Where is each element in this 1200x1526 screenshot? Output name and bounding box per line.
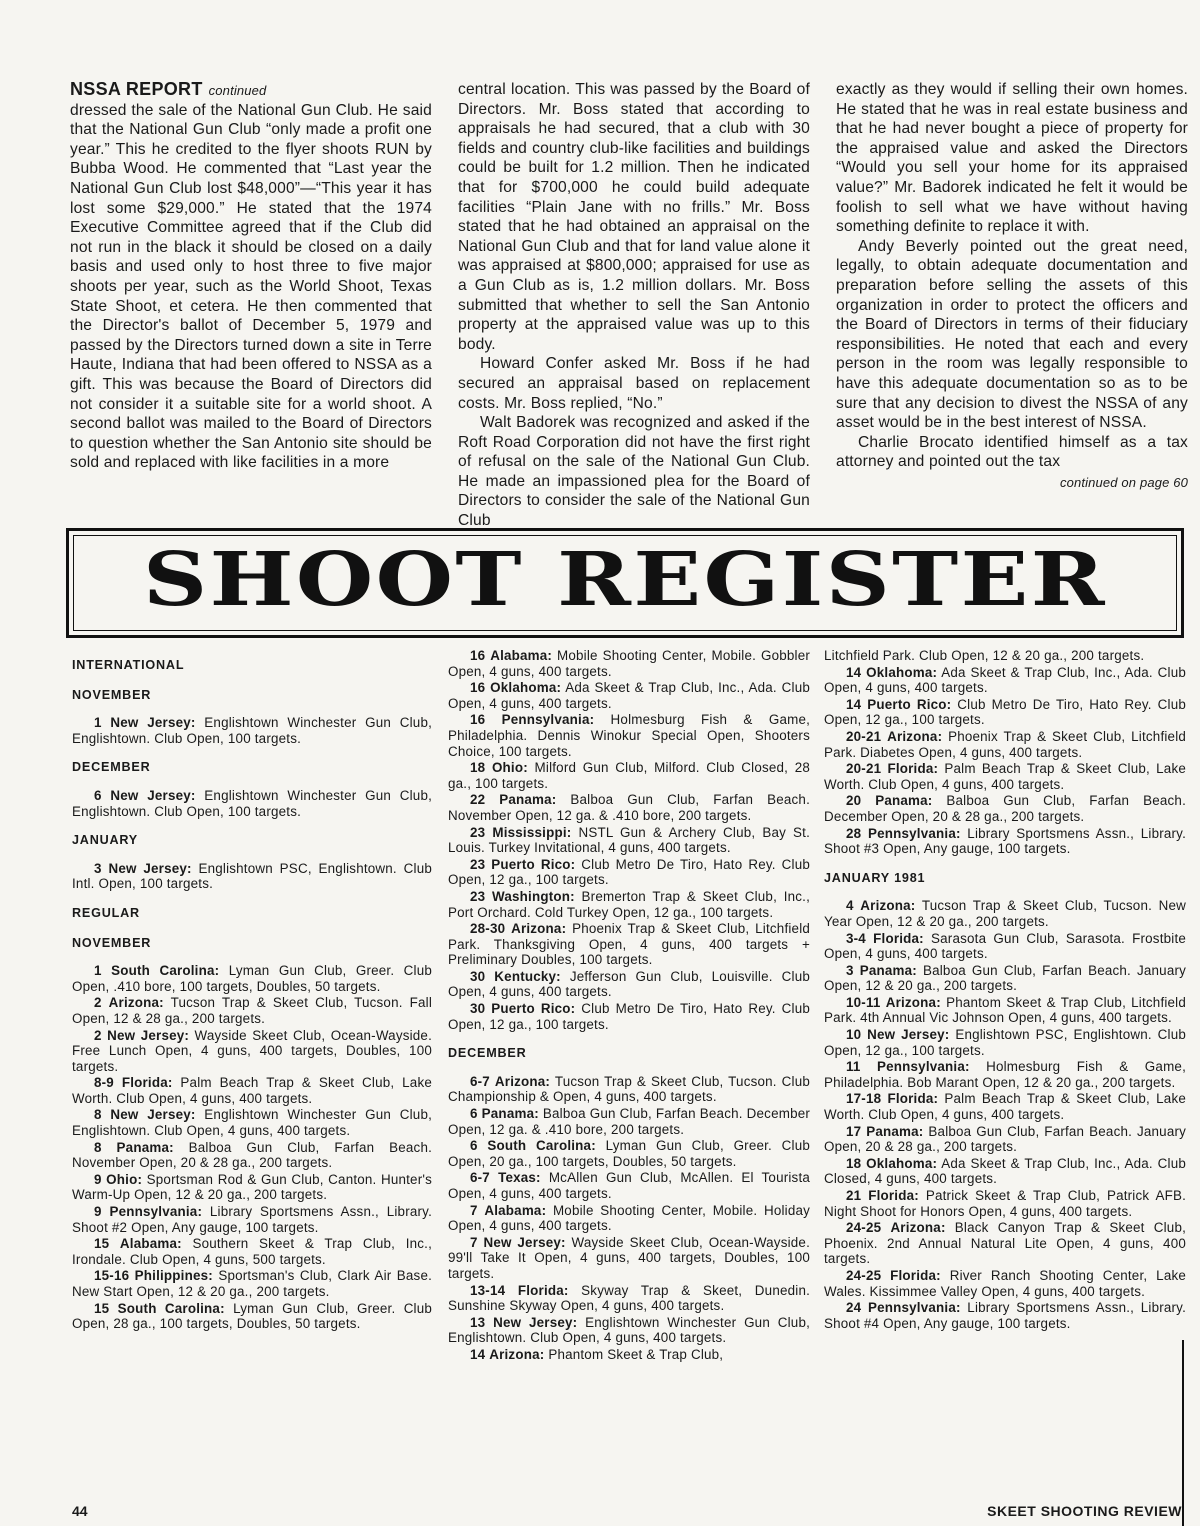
entry-date-state: 6 [470, 1106, 478, 1122]
entry-date-state: 2 [94, 1027, 102, 1043]
entry-date-state: 6-7 [470, 1073, 490, 1089]
entry-date-state: 21 [846, 1188, 862, 1203]
register-list [448, 648, 810, 1032]
entry-date-state: 3-4 [846, 930, 866, 946]
entry-text: Library Sportsmens Assn., Library. Shoot #2 Open, Any gauge, 100 targets. [72, 1204, 432, 1235]
entry-state: Puerto Rico: [491, 856, 576, 872]
entry-state: Pennsylvania: [877, 1059, 970, 1075]
shoot-register [72, 648, 1186, 1478]
entry-date-state: 23 [470, 824, 486, 840]
entry-state: Alabama: [490, 648, 553, 663]
edge-rule [1182, 1340, 1184, 1526]
entry-state: Arizona: [860, 898, 916, 914]
entry-state: New Jersey: [110, 715, 196, 731]
entry-state: Texas: [498, 1170, 541, 1186]
register-entry [72, 1301, 432, 1332]
register-entry [72, 861, 432, 892]
entry-text: Balboa Gun Club, Farfan Beach. December Open, 12 ga. & .410 bore, 200 targets. [448, 1106, 811, 1137]
entry-text: Palm Beach Trap & Skeet Club, Lake Worth. Club Open, 4 guns, 400 targets. [824, 1091, 1186, 1123]
continued-on-page: continued on page 60 [1059, 474, 1188, 490]
entry-date-state: 2 [94, 995, 102, 1011]
register-entry [72, 1268, 432, 1299]
register-entry [72, 1204, 432, 1235]
entry-text: Englishtown Winchester Gun Club, Englishtown. Club Open, 100 targets. [72, 787, 433, 819]
entry-text: Balboa Gun Club, Farfan Beach. November Open, 20 & 28 ga., 200 targets. [72, 1139, 433, 1171]
entry-text: Bremerton Trap & Skeet Club, Inc., Port Orchard. Cold Turkey Open, 12 ga., 100 targets. [448, 888, 811, 920]
entry-state: Arizona: [108, 995, 164, 1011]
entry-text: NSTL Gun & Archery Club, Bay St. Louis. Turkey Invitational, 4 guns, 400 targets. [448, 824, 811, 856]
entry-text: Mobile Shooting Center, Mobile. Holiday Open, 4 guns, 400 targets. [448, 1202, 811, 1234]
section-heading-regular: REGULAR [72, 905, 140, 920]
entry-date-state: 18 [846, 1155, 862, 1171]
register-entry [72, 963, 432, 994]
entry-state: South Carolina: [111, 963, 220, 979]
month-heading: JANUARY [72, 833, 139, 848]
register-entry [824, 697, 1186, 728]
register-entry [824, 995, 1186, 1026]
entry-date-state: 6 [470, 1138, 478, 1154]
entry-state: Pennsylvania: [501, 712, 595, 728]
entry-state: Panama: [499, 792, 557, 808]
entry-state: Arizona: [511, 921, 567, 937]
month-heading: DECEMBER [448, 1046, 527, 1061]
register-entry [824, 665, 1186, 696]
entry-state: New Jersey: [493, 1314, 578, 1330]
entry-state: Arizona: [885, 994, 941, 1010]
register-entry [72, 1075, 432, 1106]
entry-date-state: 11 [846, 1059, 861, 1075]
entry-text: Club Metro De Tiro, Hato Rey. Club Open, 12 ga., 100 targets. [824, 696, 1186, 728]
entry-state: Arizona: [887, 728, 943, 744]
month-heading: DECEMBER [72, 760, 151, 775]
entry-date-state: 4 [846, 898, 854, 914]
report-heading-line [70, 80, 432, 101]
entry-state: Puerto Rico: [491, 1001, 576, 1017]
entry-state: Arizona: [489, 1346, 545, 1362]
entry-text: Phoenix Trap & Skeet Club, Litchfield Park. Thanksgiving Open, 4 guns, 400 targets + Preliminary Doubles, 100 targets. [448, 921, 811, 968]
register-entry [824, 761, 1186, 792]
entry-date-state: 8-9 [94, 1075, 114, 1091]
entry-text: Library Sportsmens Assn., Library. Shoot #4 Open, Any gauge, 100 targets. [824, 1300, 1187, 1331]
entry-state: South Carolina: [487, 1138, 596, 1154]
entry-date-state: 20-21 [846, 761, 882, 777]
entry-text: Balboa Gun Club, Farfan Beach. December Open, 20 & 28 ga., 200 targets. [824, 793, 1186, 824]
entry-text: Lyman Gun Club, Greer. Club Open, .410 bore, 100 targets, Doubles, 50 targets. [72, 963, 433, 994]
entry-text: Phantom Skeet & Trap Club, Litchfield Park. 4th Annual Vic Johnson Open, 4 guns, 400 targets. [824, 994, 1187, 1026]
entry-date-state: 17-18 [846, 1091, 882, 1107]
entry-state: Pennsylvania: [867, 825, 961, 841]
entry-state: Florida: [890, 1267, 941, 1283]
entry-state: Oklahoma: [490, 680, 562, 696]
entry-state: Arizona: [494, 1073, 551, 1089]
register-entry [448, 825, 810, 856]
register-entry [448, 1203, 810, 1234]
entry-state: Oklahoma: [866, 664, 938, 680]
entry-date-state: 16 [470, 712, 486, 728]
entry-state: Puerto Rico: [867, 696, 952, 712]
entry-state: New Jersey: [483, 1234, 566, 1250]
entry-text: River Ranch Shooting Center, Lake Wales. Kissimmee Valley Open, 4 guns, 400 targets. [824, 1267, 1187, 1299]
entry-text: Balboa Gun Club, Farfan Beach. January Open, 12 & 20 ga., 200 targets. [824, 962, 1187, 994]
entry-text: Wayside Skeet Club, Ocean-Wayside. 99'll Take It Open, 4 guns, 400 targets, Doubles, 100 targets. [448, 1234, 810, 1281]
entry-state: Pennsylvania: [109, 1204, 203, 1220]
entry-date-state: 9 [94, 1204, 102, 1220]
register-entry [824, 963, 1186, 994]
entry-state: New Jersey: [867, 1027, 950, 1043]
register-entry [824, 1188, 1186, 1219]
entry-date-state: 8 [94, 1107, 102, 1123]
register-entry [824, 1059, 1186, 1090]
entry-date-state: 3 [846, 962, 854, 978]
entry-date-state: 15-16 [94, 1268, 130, 1284]
register-list [72, 715, 432, 746]
entry-state: Florida: [887, 1091, 939, 1107]
entry-text: Ada Skeet & Trap Club, Inc., Ada. Club Open, 4 guns, 400 targets. [448, 680, 811, 711]
entry-date-state: 15 [94, 1236, 110, 1252]
register-column-2 [448, 648, 810, 1364]
entry-date-state: 14 [846, 696, 862, 712]
register-entry [448, 1315, 810, 1346]
page-number: 44 [72, 1503, 88, 1519]
entry-text: Mobile Shooting Center, Mobile. Gobbler Open, 4 guns, 400 targets. [448, 648, 810, 679]
nssa-report [70, 79, 1188, 530]
entry-date-state: 24-25 [846, 1220, 882, 1236]
entry-text: Englishtown Winchester Gun Club, Englishtown. Club Open, 4 guns, 400 targets. [72, 1107, 433, 1139]
register-entry [448, 1138, 810, 1169]
register-entry [448, 969, 810, 1000]
entry-text: Library Sportsmens Assn., Library. Shoot #3 Open, Any gauge, 100 targets. [824, 825, 1187, 857]
entry-text: Patrick Skeet & Trap Club, Patrick AFB. Night Shoot for Honors Open, 4 guns, 400 targets. [824, 1188, 1187, 1219]
register-entry [824, 898, 1186, 929]
entry-state: Philippines: [134, 1268, 213, 1284]
report-paragraph: Howard Confer asked Mr. Boss if he had secured an appraisal based on replacement costs. Mr. Boss replied, “No.” [458, 355, 810, 412]
entry-date-state: 23 [470, 888, 486, 904]
entry-date-state: 16 [470, 648, 486, 663]
register-entry [824, 1220, 1186, 1267]
entry-date-state: 1 [94, 963, 102, 979]
entry-state: Florida: [868, 1188, 919, 1203]
register-entry [824, 931, 1186, 962]
entry-state: Florida: [517, 1282, 569, 1298]
entry-state: New Jersey: [107, 1027, 190, 1043]
entry-state: Alabama: [119, 1236, 182, 1252]
register-entry [448, 760, 810, 791]
entry-text: Ada Skeet & Trap Club, Inc., Ada. Club Closed, 4 guns, 400 targets. [824, 1155, 1187, 1187]
entry-date-state: 6 [94, 787, 102, 803]
entry-date-state: 22 [470, 792, 486, 808]
report-paragraph: central location. This was passed by the Board of Directors. Mr. Boss stated that according to appraisals he had secured, that a club with 30 fields and country club-like facilities and buildings could be built for 1.2 million. Then he indicated that for $700,000 he could build adequate facilities “Plain Jane with no frills.” Mr. Boss stated that he had obtained an appraisal on the National Gun Club and that for land value alone it was appraised at $800,000; appraised for use as a Gun Club as is, 1.2 million dollars. Mr. Boss submitted that whether to sell the San Antonio property at the appraised value was up to this body. [458, 81, 810, 353]
entry-date-state: 23 [470, 856, 486, 872]
entry-state: Kentucky: [494, 968, 561, 984]
entry-text: Tucson Trap & Skeet Club, Tucson. Club Championship & Open, 4 guns, 400 targets. [448, 1073, 810, 1105]
entry-text: Holmesburg Fish & Game, Philadelphia. Bob Marant Open, 12 & 20 ga., 200 targets. [824, 1059, 1186, 1090]
register-list [72, 788, 432, 819]
entry-date-state: 14 [470, 1346, 486, 1362]
register-entry [824, 1300, 1186, 1331]
register-entry [824, 1156, 1186, 1187]
entry-state: Ohio: [106, 1171, 143, 1187]
register-entry [72, 1028, 432, 1075]
entry-text: Englishtown Winchester Gun Club, Englishtown. Club Open, 4 guns, 400 targets. [448, 1314, 811, 1346]
entry-state: Pennsylvania: [867, 1300, 961, 1316]
entry-state: Washington: [492, 888, 575, 904]
entry-date-state: 8 [94, 1139, 102, 1155]
entry-date-state: 17 [846, 1123, 862, 1139]
entry-state: Florida: [873, 930, 924, 946]
register-entry [448, 1001, 810, 1032]
entry-text: Palm Beach Trap & Skeet Club, Lake Worth. Club Open, 4 guns, 400 targets. [72, 1075, 432, 1106]
entry-date-state: 3 [94, 860, 102, 876]
entry-state: South Carolina: [117, 1300, 225, 1316]
month-heading: NOVEMBER [72, 687, 152, 702]
entry-date-state: 6-7 [470, 1170, 490, 1186]
entry-date-state: 28 [846, 825, 862, 841]
entry-text: Balboa Gun Club, Farfan Beach. November Open, 12 ga. & .410 bore, 200 targets. [448, 792, 810, 823]
entry-state: Panama: [481, 1106, 539, 1122]
entry-text: Milford Gun Club, Milford. Club Closed, 28 ga., 100 targets. [448, 760, 811, 791]
register-list [72, 861, 432, 892]
register-entry [448, 1106, 810, 1137]
register-entry [824, 793, 1186, 824]
entry-text: Phantom Skeet & Trap Club, [548, 1346, 724, 1362]
register-entry [824, 1091, 1186, 1122]
register-entry [72, 1236, 432, 1267]
register-entry [72, 715, 432, 746]
register-entry [448, 712, 810, 759]
entry-state: Panama: [875, 793, 933, 809]
report-column-2 [458, 80, 810, 531]
entry-text: Balboa Gun Club, Farfan Beach. January Open, 20 & 28 ga., 200 targets. [824, 1123, 1187, 1155]
entry-date-state: 24-25 [846, 1267, 882, 1283]
entry-date-state: 13-14 [470, 1282, 506, 1298]
entry-state: Florida: [121, 1075, 173, 1091]
register-entry [448, 857, 810, 888]
entry-text: Phoenix Trap & Skeet Club, Litchfield Park. Diabetes Open, 4 guns, 400 targets. [824, 728, 1187, 760]
entry-text: Southern Skeet & Trap Club, Inc., Irondale. Club Open, 4 guns, 500 targets. [72, 1236, 432, 1267]
entry-date-state: 24 [846, 1300, 862, 1316]
entry-date-state: 15 [94, 1300, 110, 1316]
entry-state: Florida: [887, 761, 939, 777]
register-entry [72, 788, 432, 819]
entry-date-state: 16 [470, 680, 486, 696]
entry-text: McAllen Gun Club, McAllen. El Tourista Open, 4 guns, 400 targets. [448, 1170, 811, 1201]
register-entry [824, 1268, 1186, 1299]
entry-text: Skyway Trap & Skeet, Dunedin. Sunshine Skyway Open, 4 guns, 400 targets. [448, 1282, 811, 1314]
register-entry [72, 1172, 432, 1203]
register-entry [824, 729, 1186, 760]
entry-text: Club Metro De Tiro, Hato Rey. Club Open, 12 ga., 100 targets. [448, 1001, 810, 1032]
register-entry [72, 1107, 432, 1138]
entry-state: Ohio: [491, 760, 528, 776]
entry-text: Englishtown Winchester Gun Club, Englishtown. Club Open, 100 targets. [72, 715, 433, 746]
entry-date-state: 13 [470, 1314, 486, 1330]
entry-text: Club Metro De Tiro, Hato Rey. Club Open, 12 ga., 100 targets. [448, 856, 810, 888]
entry-state: Arizona: [890, 1220, 946, 1236]
entry-text: Black Canyon Trap & Skeet Club, Phoenix. 2nd Annual Natural Lite Open, 4 guns, 400 targets. [824, 1220, 1187, 1267]
entry-text: Sportsman's Club, Clark Air Base. New Start Open, 12 & 20 ga., 200 targets. [72, 1268, 433, 1299]
entry-date-state: 18 [470, 760, 486, 776]
report-heading: NSSA REPORT [70, 79, 203, 99]
entry-state: Oklahoma: [866, 1155, 938, 1171]
register-entry [448, 648, 810, 679]
report-column-1 [70, 80, 432, 473]
report-paragraph: dressed the sale of the National Gun Club. He said that the National Gun Club “only made a profit one year.” This he credited to the flyer shoots RUN by Bubba Wood. He commented that “Last year the National Gun Club lost $48,000”—“This year it has lost some $29,000.” He stated that the 1974 Executive Committee agreed that if the Club did not run in the black it should be closed on a daily basis and used only to host three to five major shoots per year, such as the World Shoot, Texas State Shoot, et cetera. He then commented that the Director's ballot of December 5, 1979 and passed by the Directors turned down a site in Terre Haute, Indiana that had been offered to NSSA as a gift. This was because the Board of Directors did not consider it a suitable site for a world shoot. A second ballot was mailed to the Board of Directors to question whether the San Antonio site should be sold and replaced with like facilities in a more [70, 101, 432, 472]
register-list [824, 648, 1186, 857]
magazine-name: SKEET SHOOTING REVIEW [987, 1503, 1182, 1519]
register-entry [824, 1027, 1186, 1058]
entry-date-state: 1 [94, 715, 102, 731]
report-paragraph: exactly as they would if selling their own homes. He stated that he was in real estate business and that he had never bought a piece of property for the appraised value and asked the Directors “Would you sell your home for its appraised value?” Mr. Badorek indicated he felt it would be foolish to sell what we have without having something definite to replace it with. [836, 81, 1188, 236]
entry-state: Panama: [859, 962, 917, 978]
entry-state: Alabama: [484, 1202, 547, 1218]
section-heading-international: INTERNATIONAL [72, 658, 185, 672]
register-entry [824, 1124, 1186, 1155]
register-entry [72, 995, 432, 1026]
report-paragraph: Charlie Brocato identified himself as a tax attorney and pointed out the tax [836, 433, 1188, 471]
entry-text: Tucson Trap & Skeet Club, Tucson. New Year Open, 12 & 20 ga., 200 targets. [824, 898, 1187, 929]
entry-text: Englishtown PSC, Englishtown. Club Intl. Open, 100 targets. [72, 860, 432, 892]
register-list [448, 1074, 810, 1363]
entry-text: Sarasota Gun Club, Sarasota. Frostbite Open, 4 guns, 400 targets. [824, 930, 1187, 962]
register-entry [448, 921, 810, 968]
entry-date-state: 20 [846, 793, 862, 809]
register-entry [448, 1235, 810, 1282]
entry-date-state: 28-30 [470, 921, 506, 937]
entry-state: New Jersey: [110, 787, 196, 803]
entry-text: Litchfield Park. Club Open, 12 & 20 ga., 200 targets. [824, 648, 1145, 663]
report-continued-label: continued [208, 83, 267, 98]
entry-date-state: 9 [94, 1171, 102, 1187]
entry-text: Lyman Gun Club, Greer. Club Open, 20 ga., 100 targets, Doubles, 50 targets. [448, 1138, 811, 1169]
register-entry [448, 680, 810, 711]
entry-text: Lyman Gun Club, Greer. Club Open, 28 ga., 100 targets, Doubles, 50 targets. [72, 1300, 433, 1332]
register-column-1 [72, 658, 432, 1333]
entry-text: Jefferson Gun Club, Louisville. Club Open, 4 guns, 400 targets. [448, 968, 810, 1000]
entry-text: Wayside Skeet Club, Ocean-Wayside. Free Lunch Open, 4 guns, 400 targets, Doubles, 100 targets. [72, 1027, 433, 1074]
shoot-register-banner [66, 528, 1184, 638]
report-paragraph: Walt Badorek was recognized and asked if the Roft Road Corporation did not have the first right of refusal on the sale of the National Gun Club. He made an impassioned plea for the Board of Directors to consider the sale of the National Gun Club [458, 414, 810, 530]
entry-state: New Jersey: [108, 860, 192, 876]
register-entry [448, 889, 810, 920]
entry-date-state: 10 [846, 1027, 862, 1043]
entry-date-state: 7 [470, 1234, 478, 1250]
register-entry [824, 826, 1186, 857]
month-heading: NOVEMBER [72, 935, 152, 950]
report-column-3 [836, 80, 1188, 492]
register-list [72, 963, 432, 1332]
entry-date-state: 7 [470, 1202, 478, 1218]
entry-state: Mississippi: [492, 824, 572, 840]
register-list [824, 898, 1186, 1331]
register-entry [448, 792, 810, 823]
entry-text: Holmesburg Fish & Game, Philadelphia. Dennis Winokur Special Open, Shooters Choice, 100 targets. [448, 712, 811, 759]
entry-text: Englishtown PSC, Englishtown. Club Open, 12 ga., 100 targets. [824, 1027, 1186, 1058]
entry-state: New Jersey: [110, 1107, 196, 1123]
entry-text: Tucson Trap & Skeet Club, Tucson. Fall Open, 12 & 28 ga., 200 targets. [72, 995, 432, 1026]
register-entry [72, 1140, 432, 1171]
entry-date-state: 20-21 [846, 728, 882, 744]
banner-title: SHOOT REGISTER [143, 537, 1107, 623]
register-column-3 [824, 648, 1186, 1332]
entry-date-state: 10-11 [846, 994, 881, 1010]
register-entry [448, 1170, 810, 1201]
entry-text: Sportsman Rod & Gun Club, Canton. Hunter's Warm-Up Open, 12 & 20 ga., 200 targets. [72, 1171, 433, 1203]
month-heading: JANUARY 1981 [824, 870, 926, 885]
register-entry [824, 648, 1186, 664]
register-entry [448, 1347, 810, 1363]
report-paragraph: Andy Beverly pointed out the great need, legally, to obtain adequate documentation and preparation before selling the assets of this organization in order to protect the officers and the Board of Directors in terms of their fiduciary responsibilities. He noted that each and every person in the room was legally responsible to have this adequate documentation so as to be sure that any decision to divest the NSSA of any asset would be in the best interest of NSSA. [836, 237, 1188, 432]
entry-text: Ada Skeet & Trap Club, Inc., Ada. Club Open, 4 guns, 400 targets. [824, 664, 1187, 696]
entry-text: Palm Beach Trap & Skeet Club, Lake Worth. Club Open, 4 guns, 400 targets. [824, 761, 1186, 792]
register-entry [448, 1074, 810, 1105]
entry-date-state: 30 [470, 1001, 486, 1017]
entry-date-state: 30 [470, 968, 486, 984]
register-entry [448, 1283, 810, 1314]
entry-state: Panama: [116, 1139, 174, 1155]
entry-date-state: 14 [846, 664, 862, 680]
entry-state: Panama: [866, 1123, 924, 1139]
